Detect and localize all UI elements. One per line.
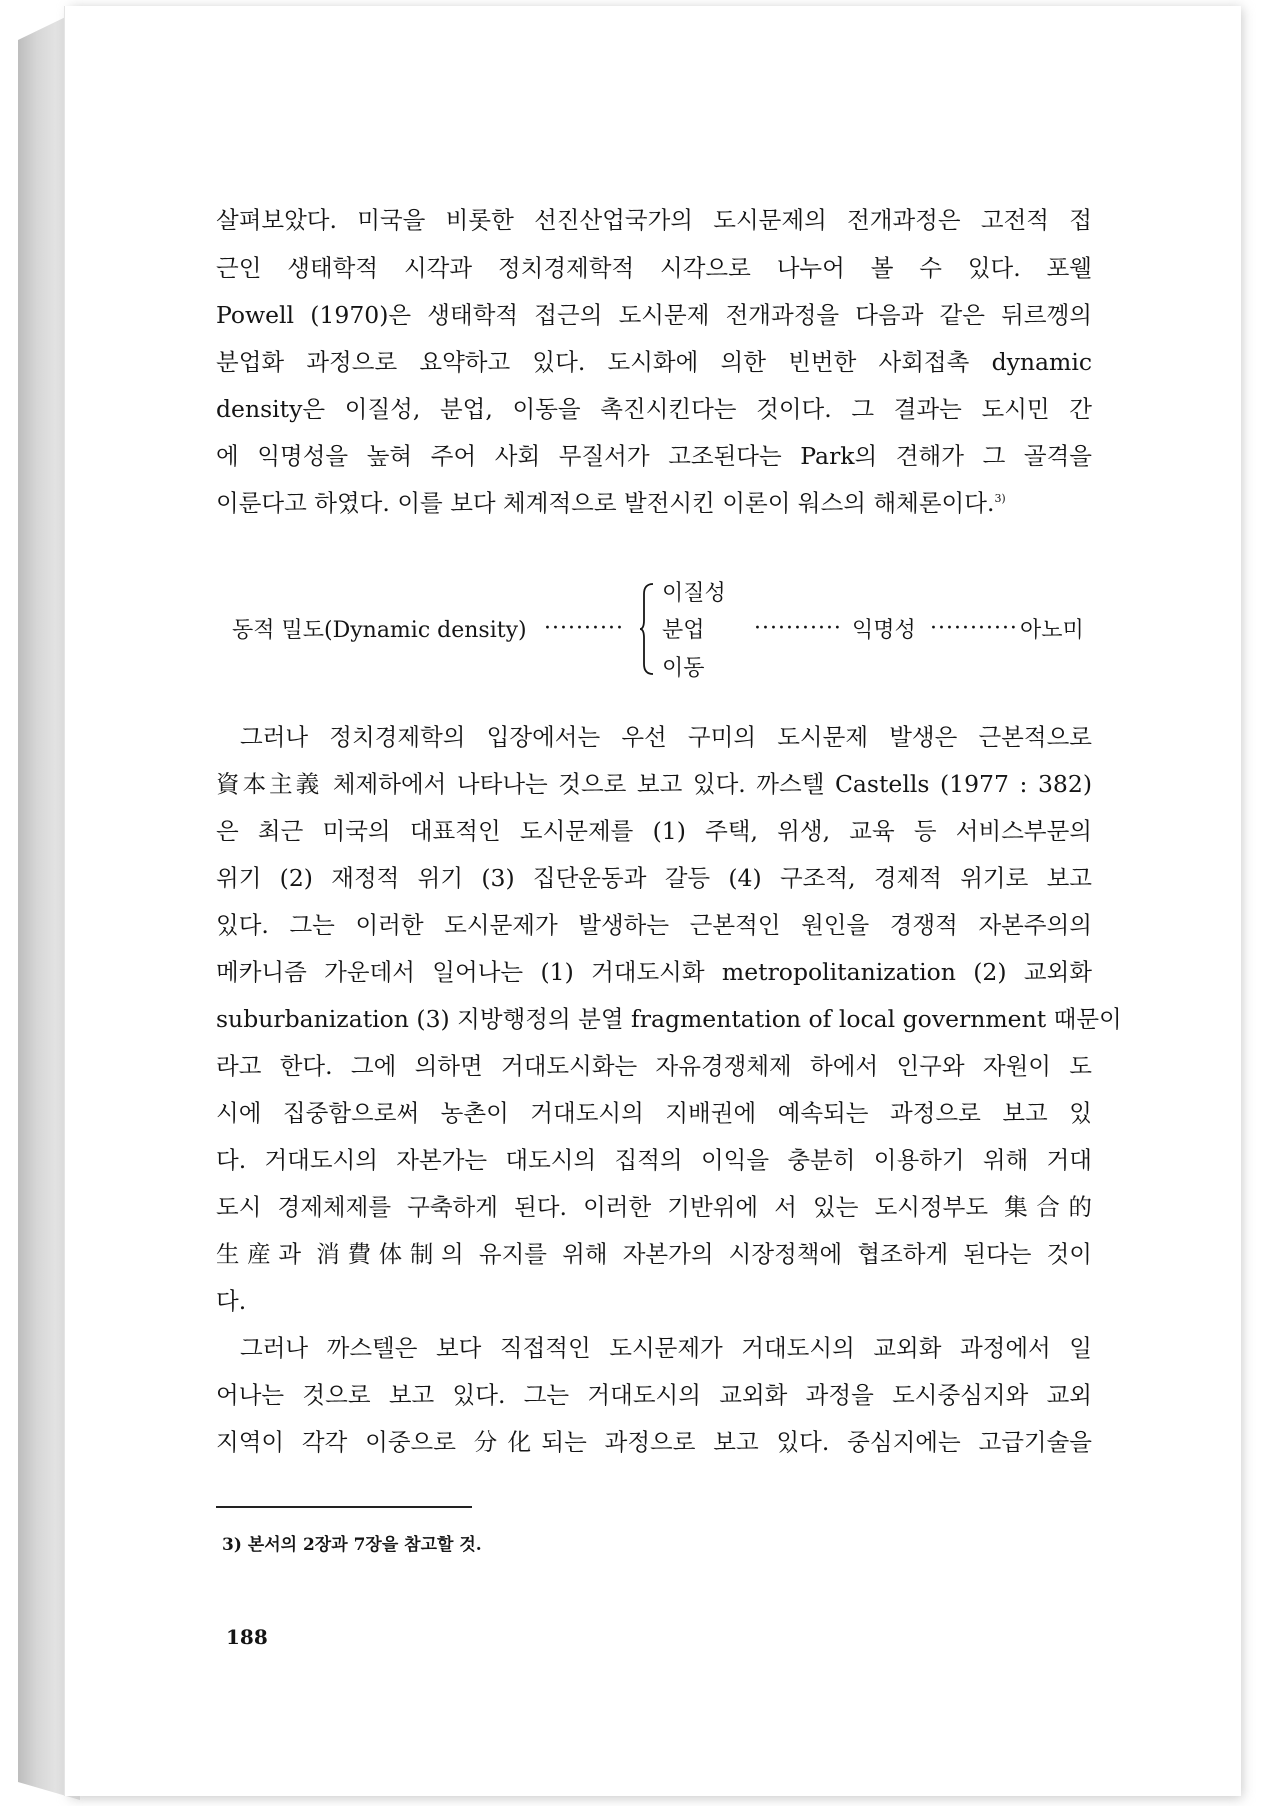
diagram-source-label: 동적 밀도(Dynamic density) — [232, 618, 527, 643]
body-line: 라고 한다. 그에 의하면 거대도시화는 자유경쟁체제 하에서 인구와 자원이 도 — [216, 1052, 1092, 1080]
body-line: 어나는 것으로 보고 있다. 그는 거대도시의 교외화 과정을 도시중심지와 교외 — [216, 1381, 1092, 1409]
body-line: 살펴보았다. 미국을 비롯한 선진산업국가의 도시문제의 전개과정은 고전적 접 — [216, 206, 1092, 234]
body-line: density은 이질성, 분업, 이동을 촉진시킨다는 것이다. 그 결과는 도시민 간 — [216, 395, 1092, 423]
footnote-reference: 3) — [994, 492, 1006, 506]
body-line: 生産과 消費体制의 유지를 위해 자본가의 시장정책에 협조하게 된다는 것이 — [216, 1240, 1092, 1268]
body-line: 그러나 까스텔은 보다 직접적인 도시문제가 거대도시의 교외화 과정에서 일 — [240, 1334, 1092, 1362]
diagram-brace — [640, 582, 654, 676]
body-line-text: 이룬다고 하였다. 이를 보다 체계적으로 발전시킨 이론이 워스의 해체론이다. — [216, 489, 995, 517]
body-line: 그러나 정치경제학의 입장에서는 우선 구미의 도시문제 발생은 근본적으로 — [240, 723, 1092, 751]
body-line: suburbanization (3) 지방행정의 분열 fragmentation of local government 때문이 — [216, 1005, 1122, 1033]
body-line — [216, 488, 1092, 518]
body-line: 지역이 각각 이중으로 分化되는 과정으로 보고 있다. 중심지에는 고급기술을 — [216, 1428, 1092, 1456]
diagram-branch-division-of-labor: 분업 — [662, 618, 705, 643]
diagram-dots: ·········· — [544, 616, 624, 641]
body-line: 에 익명성을 높혀 주어 사회 무질서가 고조된다는 Park의 견해가 그 골격을 — [216, 442, 1092, 470]
diagram-anomie-label: 아노미 — [1020, 618, 1084, 643]
body-line: 은 최근 미국의 대표적인 도시문제를 (1) 주택, 위생, 교육 등 서비스부문의 — [216, 817, 1092, 845]
diagram-branch-heterogeneity: 이질성 — [662, 581, 726, 606]
body-line: Powell (1970)은 생태학적 접근의 도시문제 전개과정을 다음과 같은 뒤르껭의 — [216, 301, 1092, 329]
diagram-anonymity-label: 익명성 — [852, 618, 916, 643]
page-number: 188 — [226, 1625, 268, 1649]
footnote: 3) 본서의 2장과 7장을 참고할 것. — [222, 1535, 482, 1555]
diagram-dots: ··········· — [930, 616, 1018, 641]
body-line: 資本主義 체제하에서 나타나는 것으로 보고 있다. 까스텔 Castells (1977 : 382) — [216, 770, 1092, 798]
body-line: 도시 경제체제를 구축하게 된다. 이러한 기반위에 서 있는 도시정부도 集合的 — [216, 1193, 1092, 1221]
body-line: 메카니즘 가운데서 일어나는 (1) 거대도시화 metropolitanization (2) 교외화 — [216, 958, 1092, 986]
body-line: 시에 집중함으로써 농촌이 거대도시의 지배권에 예속되는 과정으로 보고 있 — [216, 1099, 1092, 1127]
body-line: 다. 거대도시의 자본가는 대도시의 집적의 이익을 충분히 이용하기 위해 거대 — [216, 1146, 1092, 1174]
diagram-dots: ··········· — [754, 616, 842, 641]
body-line: 근인 생태학적 시각과 정치경제학적 시각으로 나누어 볼 수 있다. 포웰 — [216, 254, 1092, 282]
body-line: 분업화 과정으로 요약하고 있다. 도시화에 의한 빈번한 사회접촉 dynamic — [216, 348, 1092, 376]
diagram-branch-mobility: 이동 — [662, 656, 705, 681]
body-line: 다. — [216, 1287, 247, 1315]
body-line: 있다. 그는 이러한 도시문제가 발생하는 근본적인 원인을 경쟁적 자본주의의 — [216, 911, 1092, 939]
footnote-rule — [216, 1506, 472, 1508]
body-line: 위기 (2) 재정적 위기 (3) 집단운동과 갈등 (4) 구조적, 경제적 위기로 보고 — [216, 864, 1092, 892]
